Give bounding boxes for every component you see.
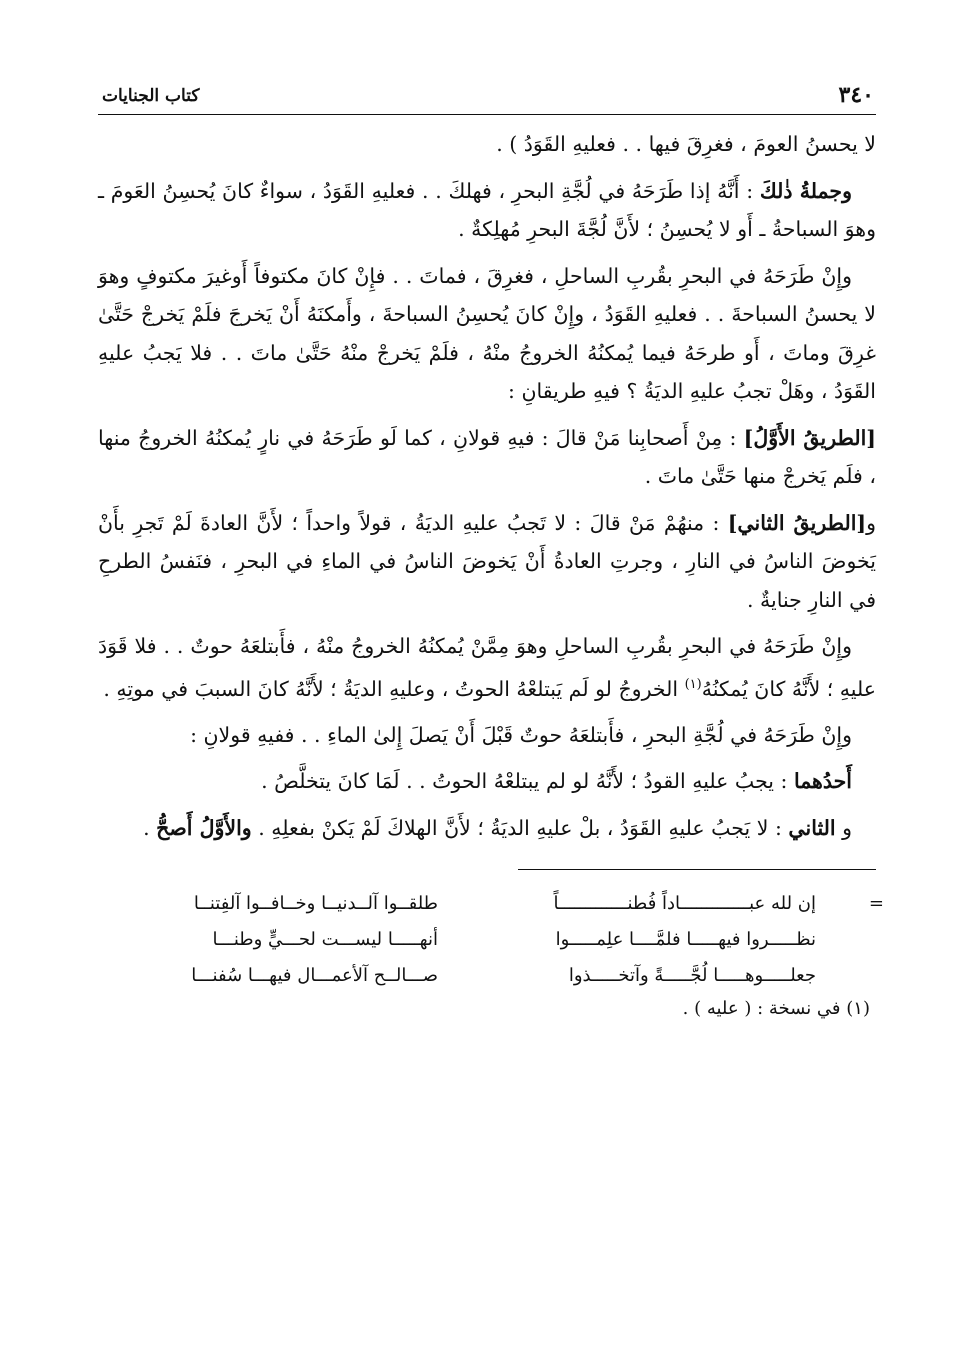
footnote-separator — [518, 869, 876, 870]
poem-verse — [98, 886, 876, 922]
paragraph — [98, 809, 876, 848]
text-run: : يجبُ عليهِ القودُ ؛ لأَنَّهُ لو لم يبتلعْهُ الحوتُ . . لَمَا كانَ يتخلَّصُ . — [261, 769, 794, 794]
text-run: و — [835, 815, 852, 840]
verse-second-hemistich: أنهـــــا ليســـت لحـــيٍّ وطنـــا — [212, 929, 438, 951]
verse-first-hemistich: نظـــــروا فيهـــــا فلمَّــــا علِمـــــوا — [555, 929, 816, 951]
footnote-ref: (١) — [684, 676, 702, 692]
bold-term: وجملةُ ذٰلكَ — [759, 178, 852, 203]
paragraph — [98, 419, 876, 496]
paragraph — [98, 716, 876, 755]
paragraph — [98, 627, 876, 708]
page-number: ٣٤٠ — [838, 82, 874, 108]
text-run: . — [143, 815, 157, 840]
text-run: : مِنْ أَصحابِنا مَنْ قالَ : فيهِ قولانِ ، كما لَو طَرَحَهُ في نارٍ يُمكنُهُ الخروجُ منها ، فلَم يَخرجْ منها حَتَّىٰ ماتَ . — [98, 425, 876, 488]
paragraph — [98, 257, 876, 411]
page-header — [98, 76, 876, 115]
text-run: : أَنَّهُ إذا طَرَحَهُ في لُجَّةِ البحرِ ، فهلكَ . . فعليهِ القَوَدُ ، سواءٌ كانَ يُحسِنُ العَومَ ـ وهوَ السباحةُ ـ أَو لا يُحسِنُ ؛ لأَنَّ لُجَّةَ البحرِ مُهلِكةٌ . — [98, 178, 876, 241]
bold-term: [الطريقُ الأَوَّلُ] — [743, 425, 876, 450]
verse-first-hemistich: جعلـــــوهـــــا لُجَّـــــةً وآتخـــــذوا — [568, 965, 816, 987]
paragraph — [98, 172, 876, 249]
verse-second-hemistich: طلقــوا آلــدنيــا وخــافــوا آلفِتنــا — [193, 893, 438, 915]
text-run: الخروجُ لو لَم يَبتلعْهُ الحوتُ ، وعليهِ الديَةُ ؛ لأَنَّهُ كانَ السببَ في موتِهِ . — [103, 676, 685, 701]
footnote-number: (١) — [846, 998, 870, 1020]
paragraph — [98, 125, 876, 164]
text-run: و — [866, 510, 876, 535]
text-run: : منهُمْ مَنْ قالَ : لا تَجبُ عليهِ الديَةُ ، قولاً واحداً ؛ لأَنَّ العادةَ لَمْ تَجرِ بأَنْ يَخوضَ الناسُ في النارِ ، وجرتِ العادةُ أَنْ يَخوضَ الناسُ في الماءِ في البحرِ ، فنَفسُ الطرحِ في النارِ جنايةٌ . — [98, 510, 876, 612]
footnote-text: في نسخة : ( عليه ) . — [682, 998, 841, 1020]
bold-term: الثاني — [788, 815, 836, 840]
verse-second-hemistich: صـــالــح آلأعمـــال فيهـــا سُفنـــا — [191, 965, 438, 987]
poem-verse — [98, 958, 876, 994]
main-text — [98, 125, 876, 847]
footnote — [98, 998, 876, 1019]
paragraph — [98, 504, 876, 620]
footnote-poem — [98, 886, 884, 994]
verse-first-hemistich: إن لله عبـــــــــــــاداً فُطنـــــــــــــاً — [553, 893, 816, 915]
poem-verse — [98, 922, 876, 958]
book-page — [98, 76, 884, 1316]
bold-term: والأَوَّلُ أَصحُّ — [156, 815, 252, 840]
bold-term: أَحدُهما — [793, 769, 852, 794]
bold-term: [الطريقُ الثاني] — [727, 510, 867, 535]
text-run: لا يحسنُ العومَ ، فغرِقَ فيها . . فعليهِ القَوَدُ ) . — [496, 132, 876, 156]
text-run: : لا يَجبُ عليهِ القَوَدُ ، بلْ عليهِ الديَةُ ؛ لأَنَّ الهلاكَ لَمْ يَكنْ بفعلِهِ . — [251, 815, 789, 840]
text-run: وإِنْ طَرَحَهُ في البحرِ بقُربِ الساحلِ ، فغرِقَ ، فماتَ . . فإِنْ كانَ مكتوفاً أَوغيرَ مكتوفٍ وهوَ لا يحسنُ السباحةَ . . فعليهِ القَوَدُ ، وإِنْ كانَ يُحسِنُ السباحةَ ، وأَمكنَهُ أَنْ يَخرجَ فلَمْ يَخرجْ حَتَّىٰ غرِقَ وماتَ ، أَو طرحَهُ فيما يُمكنُهُ الخروجُ منْهُ ، فلَمْ يَخرجْ منْهُ حَتَّىٰ ماتَ . . فلا يَجبُ عليهِ القَوَدُ ، وهَلْ تجبُ عليهِ الديَةُ ؟ فيهِ طريقانِ : — [98, 263, 876, 403]
paragraph — [98, 762, 876, 801]
text-run: وإِنْ طَرَحَهُ في البحرِ بقُربِ الساحلِ وهوَ مِمَّنْ يُمكنُهُ الخروجُ منْهُ ، فأَبتلعَهُ حوتٌ . . فلا قَوَدَ عليهِ ؛ لأَنَّهُ كانَ يُمكنُهُ — [98, 634, 876, 701]
running-title: كتاب الجنايات — [102, 86, 200, 106]
text-run: وإِنْ طَرَحَهُ في لُجَّةِ البحرِ ، فأَبتلعَهُ حوتٌ قَبْلَ أَنْ يَصلَ إِلىٰ الماءِ . . ففيهِ قولانِ : — [190, 722, 852, 747]
continuation-mark: = — [868, 893, 884, 915]
